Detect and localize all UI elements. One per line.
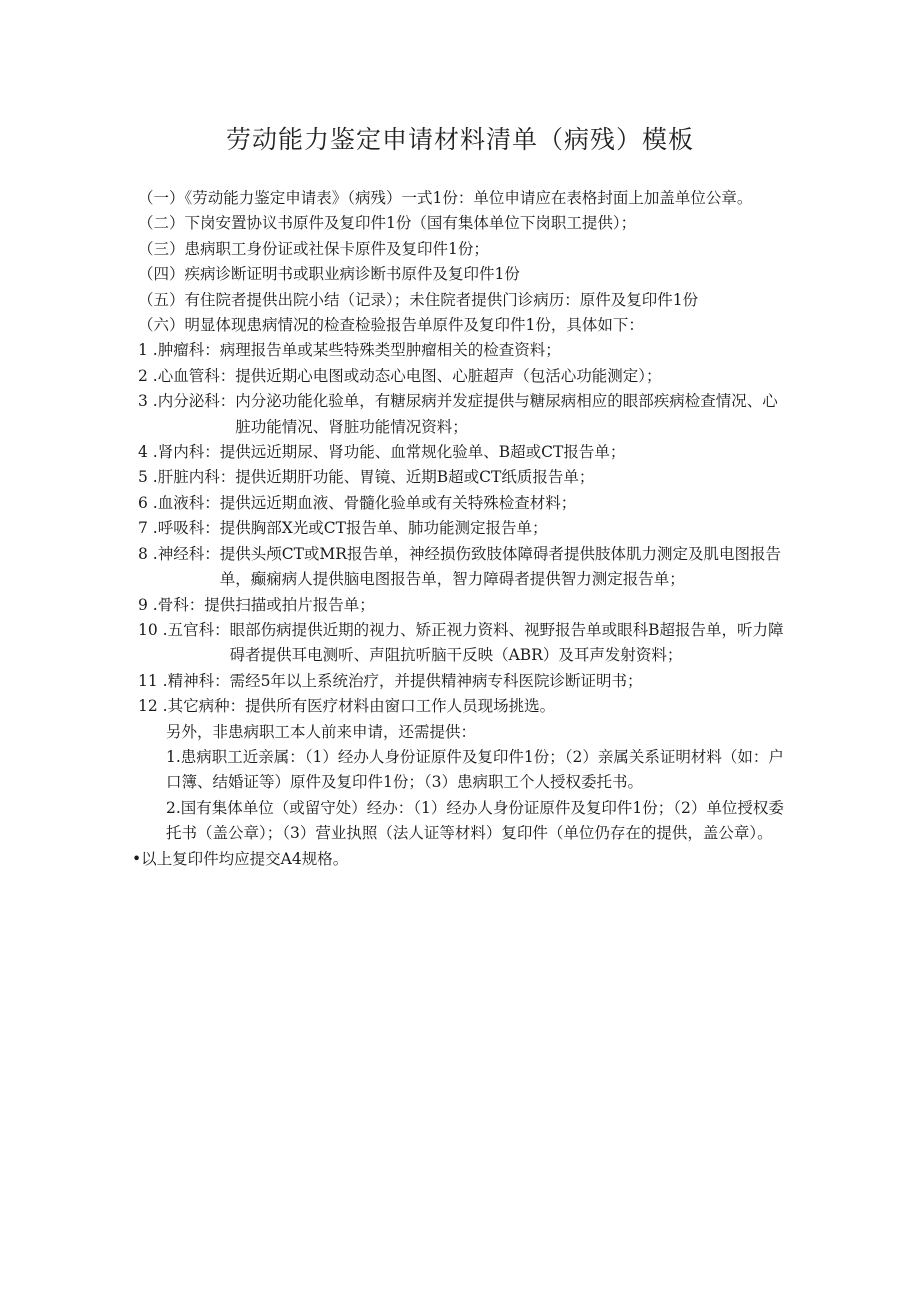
item-text: 提供近期肝功能、胃镜、近期B超或CT纸质报告单； xyxy=(235,468,595,487)
item-text: 提供远近期尿、肾功能、血常规化验单、B超或CT报告单； xyxy=(219,443,626,462)
item-label: 神经科： xyxy=(157,544,220,563)
list-item xyxy=(138,593,788,618)
item-number: 10 . xyxy=(138,620,168,639)
item-number: 1 . xyxy=(138,341,158,360)
list-item xyxy=(138,516,788,541)
paragraph-2: （二）下岗安置协议书原件及复印件1份（国有集体单位下岗职工提供）； xyxy=(138,214,637,233)
item-number: 12 . xyxy=(138,697,168,716)
item-text: 提供胸部X光或CT报告单、肺功能测定报告单； xyxy=(219,519,548,538)
list-item xyxy=(138,669,788,694)
item-number: 2 . xyxy=(138,366,158,385)
document-title: 劳动能力鉴定申请材料清单（病残）模板 xyxy=(225,125,694,154)
item-label: 肾内科： xyxy=(157,443,220,462)
item-number: 5 . xyxy=(138,468,158,487)
item-label: 精神科： xyxy=(167,671,230,690)
item-label: 骨科： xyxy=(157,595,205,614)
list-item xyxy=(138,491,788,516)
extra-intro: 另外，非患病职工本人前来申请，还需提供： xyxy=(166,722,477,741)
item-label: 呼吸科： xyxy=(157,519,220,538)
list-item xyxy=(138,389,788,440)
item-number: 3 . xyxy=(138,392,158,411)
paragraph-6: （六）明显体现患病情况的检查检验报告单原件及复印件1份，具体如下： xyxy=(138,316,644,335)
paragraph-3: （三）患病职工身份证或社保卡原件及复印件1份； xyxy=(138,239,489,258)
item-number: 6 . xyxy=(138,493,158,512)
list-item xyxy=(138,694,788,719)
item-text: 内分泌功能化验单，有糖尿病并发症提供与糖尿病相应的眼部疾病检查情况、心脏功能情况、肾脏功能情况资料； xyxy=(235,392,778,436)
list-item xyxy=(138,338,788,363)
paragraph-4: （四）疾病诊断证明书或职业病诊断书原件及复印件1份 xyxy=(138,265,520,284)
list-item xyxy=(138,465,788,490)
item-text: 提供近期心电图或动态心电图、心脏超声（包活心功能测定）； xyxy=(235,366,662,385)
item-number: 9 . xyxy=(138,595,158,614)
item-label: 内分泌科： xyxy=(157,392,236,411)
document-body xyxy=(132,186,788,872)
item-label: 肝脏内科： xyxy=(157,468,236,487)
list-item xyxy=(138,618,788,669)
extra-sub-1: 1.患病职工近亲属：（1）经办人身份证原件及复印件1份；（2）亲属关系证明材料（如：户口簿、结婚证等）原件及复印件1份；（3）患病职工个人授权委托书。 xyxy=(166,747,784,792)
paragraph-5: （五）有住院者提供出院小结（记录）；未住院者提供门诊病历：原件及复印件1份 xyxy=(138,290,699,309)
item-text: 需经5年以上系统治疗，并提供精神病专科医院诊断证明书； xyxy=(229,671,643,690)
item-number: 4 . xyxy=(138,443,158,462)
item-label: 血液科： xyxy=(157,493,220,512)
list-item xyxy=(138,440,788,465)
item-text: 提供扫描或拍片报告单； xyxy=(204,595,375,614)
paragraph-1: （一）《劳动能力鉴定申请表》（病残）一式1份：单位申请应在表格封面上加盖单位公章。 xyxy=(138,189,753,207)
item-text: 提供头颅CT或MR报告单，神经损伤致肢体障碍者提供肢体肌力测定及肌电图报告单，癫痫病人提供脑电图报告单，智力障碍者提供智力测定报告单； xyxy=(219,544,781,589)
list-item xyxy=(138,364,788,389)
item-label: 心血管科： xyxy=(157,366,236,385)
item-label: 其它病种： xyxy=(167,697,246,716)
item-text: 病理报告单或某些特殊类型肿瘤相关的检查资料； xyxy=(219,341,561,360)
item-text: 眼部伤病提供近期的视力、矫正视力资料、视野报告单或眼科B超报告单，听力障碍者提供耳电测听、声阻抗听脑干反映（ABR）及耳声发射资料； xyxy=(229,620,784,665)
item-number: 8 . xyxy=(138,544,158,563)
extra-sub-2: 2.国有集体单位（或留守处）经办：（1）经办人身份证原件及复印件1份；（2）单位授权委托书（盖公章）；（3）营业执照（法人证等材料）复印件（单位仍存在的提供，盖公章）。 xyxy=(166,798,784,843)
list-item xyxy=(138,542,788,593)
footer-note: •以上复印件均应提交A4规格。 xyxy=(132,849,349,868)
item-label: 五官科： xyxy=(167,620,230,639)
item-number: 11 . xyxy=(138,671,168,690)
item-number: 7 . xyxy=(138,519,158,538)
item-label: 肿瘤科： xyxy=(157,341,220,360)
item-text: 提供远近期血液、骨髓化验单或有关特殊检查材料； xyxy=(219,493,577,512)
item-text: 提供所有医疗材料由窗口工作人员现场挑选。 xyxy=(245,697,556,716)
